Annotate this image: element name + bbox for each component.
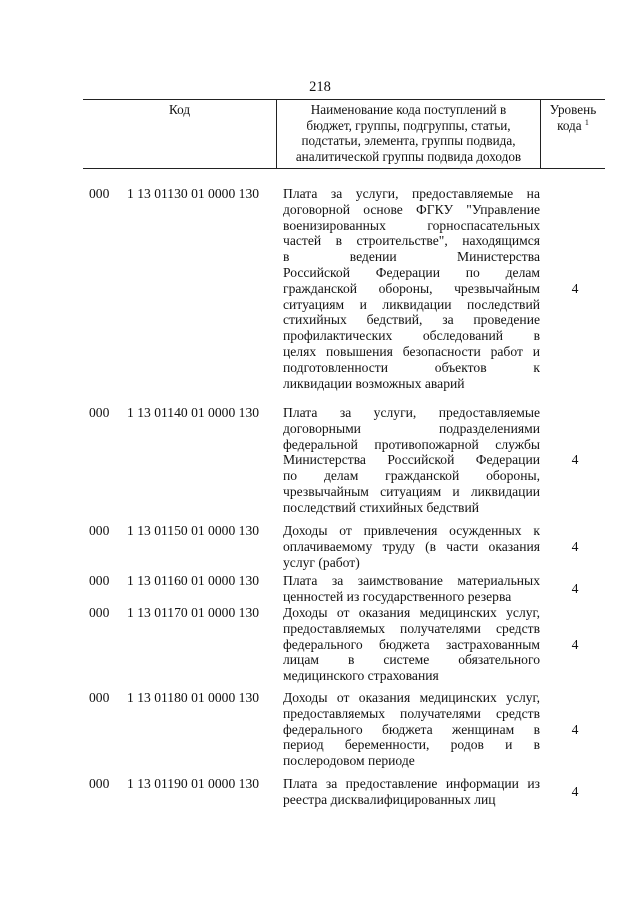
row-budget-code: 1 13 01170 01 0000 130 [127, 605, 260, 620]
row-budget-code: 1 13 01180 01 0000 130 [127, 690, 260, 705]
description-line: чрезвычайным ситуациям и ликвидации [283, 483, 540, 499]
description-line: лицам в системе обязательного [283, 652, 540, 668]
description-line: последствий стихийных бедствий [283, 499, 479, 515]
table-row [0, 405, 640, 516]
header-level-word: кода [557, 117, 582, 133]
description-line: Плата за предоставление информации из [283, 776, 540, 791]
row-admin-code: 000 [89, 186, 110, 201]
row-level: 4 [571, 721, 579, 737]
description-line: договорными подразделениями [283, 420, 540, 436]
description-line: целях повышения безопасности работ и [283, 343, 540, 359]
row-admin-code: 000 [89, 605, 110, 620]
row-level: 4 [571, 636, 579, 652]
row-description [283, 690, 540, 769]
row-budget-code: 1 13 01140 01 0000 130 [127, 405, 260, 420]
description-line: в ведении Министерства [283, 249, 540, 265]
row-level: 4 [571, 452, 579, 468]
row-description [283, 605, 540, 684]
description-line: подготовленности объектов к [283, 359, 540, 375]
description-line: ценностей из государственного резерва [283, 588, 512, 604]
description-line: Плата за заимствование материальных [283, 573, 540, 588]
description-line: Доходы от оказания медицинских услуг, [283, 605, 540, 620]
header-name-line: бюджет, группы, подгруппы, статьи, [306, 117, 511, 133]
row-admin-code: 000 [89, 405, 110, 420]
description-line: федерального бюджета женщинам в [283, 721, 540, 737]
table-row [0, 605, 640, 684]
description-line: послеродовом периоде [283, 753, 415, 769]
row-level: 4 [571, 280, 579, 296]
description-line: Доходы от оказания медицинских услуг, [283, 690, 540, 705]
row-admin-code: 000 [89, 573, 110, 588]
description-line: ситуациям и ликвидации последствий [283, 296, 540, 312]
row-admin-code: 000 [89, 776, 110, 791]
header-level-line: Уровень [549, 102, 597, 117]
description-line: Плата за услуги, предоставляемые [283, 405, 540, 420]
header-level-line [541, 118, 605, 134]
header-name-line: аналитической группы подвида доходов [295, 148, 522, 164]
row-admin-code: 000 [89, 690, 110, 705]
description-line: предоставляемых получателями средств [283, 620, 540, 636]
row-description [283, 776, 540, 808]
table-header [83, 99, 605, 169]
row-budget-code: 1 13 01130 01 0000 130 [127, 186, 260, 201]
description-line: федерального бюджета застрахованным [283, 636, 540, 652]
table-row [0, 690, 640, 769]
description-line: по делам гражданской обороны, [283, 468, 540, 484]
description-line: частей в строительстве", находящимся [283, 233, 540, 249]
row-admin-code: 000 [89, 523, 110, 538]
description-line: Министерства Российской Федерации [283, 452, 540, 468]
row-level: 4 [571, 783, 579, 799]
description-line: медицинского страхования [283, 668, 439, 684]
row-description [283, 573, 540, 605]
header-name-line: Наименование кода поступлений в [310, 102, 507, 117]
description-line: период беременности, родов и в [283, 737, 540, 753]
description-line: гражданской обороны, чрезвычайным [283, 280, 540, 296]
description-line: военизированных горноспасательных [283, 217, 540, 233]
header-level [541, 102, 605, 133]
row-budget-code: 1 13 01150 01 0000 130 [127, 523, 260, 538]
footnote-marker: 1 [584, 117, 589, 127]
row-budget-code: 1 13 01160 01 0000 130 [127, 573, 260, 588]
page-number: 218 [309, 79, 331, 95]
description-line: Плата за услуги, предоставляемые на [283, 186, 540, 201]
description-line: реестра дисквалифицированных лиц [283, 791, 496, 807]
description-line: Российской Федерации по делам [283, 264, 540, 280]
description-line: стихийных бедствий, за проведение [283, 312, 540, 328]
row-budget-code: 1 13 01190 01 0000 130 [127, 776, 260, 791]
header-top-rule [83, 99, 605, 100]
table-row [0, 573, 640, 605]
description-line: Доходы от привлечения осужденных к [283, 523, 540, 538]
row-level: 4 [571, 538, 579, 554]
header-name [277, 102, 540, 164]
table-row [0, 186, 640, 391]
description-line: ликвидации возможных аварий [283, 375, 465, 391]
description-line: предоставляемых получателями средств [283, 705, 540, 721]
description-line: федеральной противопожарной службы [283, 436, 540, 452]
row-level: 4 [571, 580, 579, 596]
row-description [283, 405, 540, 516]
table-row [0, 776, 640, 808]
description-line: профилактических обследований в [283, 328, 540, 344]
header-code: Код [168, 102, 191, 117]
description-line: оплачиваемому труду (в части оказания [283, 538, 540, 554]
row-description [283, 523, 540, 570]
header-name-line: подстатьи, элемента, группы подвида, [301, 133, 516, 148]
table-row [0, 523, 640, 570]
description-line: услуг (работ) [283, 554, 360, 570]
header-bottom-rule [83, 168, 605, 169]
description-line: договорной основе ФГКУ "Управление [283, 201, 540, 217]
row-description [283, 186, 540, 391]
